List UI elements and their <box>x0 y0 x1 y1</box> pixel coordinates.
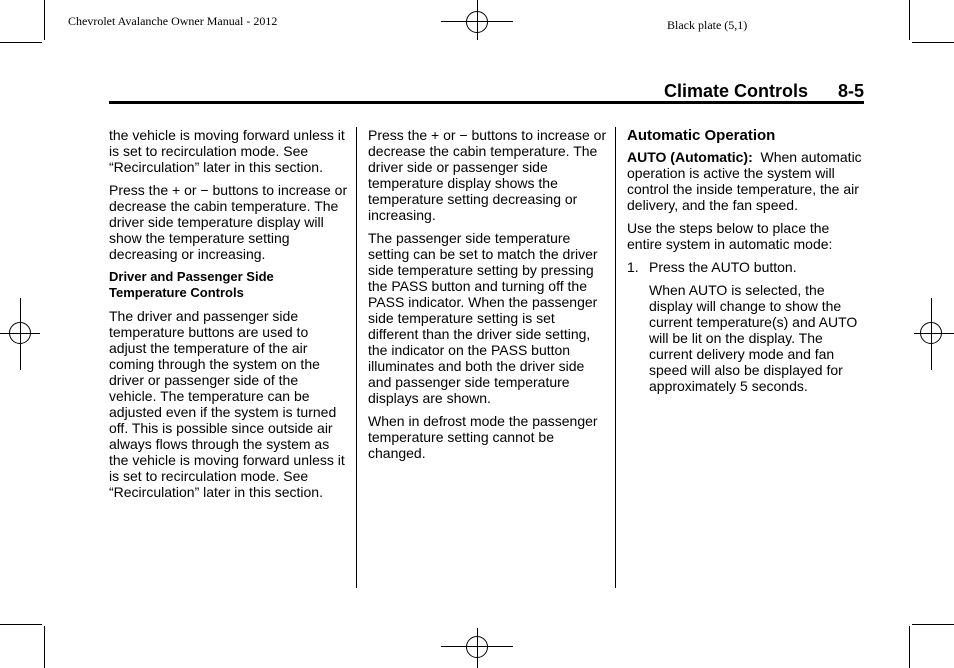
crop-mark-top-left-h <box>0 42 42 43</box>
column-divider-1 <box>356 127 357 588</box>
auto-description: When automatic operation is active the system will control the inside temperature, the air delivery, and the fan speed. <box>627 149 862 213</box>
col1-paragraph-2: Press the + or − buttons to increase or decrease the cabin temperature. The driver side temperature display will show the temperature setting decreasing or increasing. <box>109 182 348 262</box>
col1-paragraph-3: The driver and passenger side temperature buttons are used to adjust the temperature of the air coming through the system on the driver or passenger side of the vehicle. The temperature can be adjusted even if the system is turned off. This is possible since outside air always flows through the system as the vehicle is moving forward unless it is set to recirculation mode. See “Recirculation” later in this section. <box>109 308 345 500</box>
page-title <box>109 80 864 102</box>
col3-section-heading: Automatic Operation <box>627 127 776 144</box>
col1-paragraph-1: the vehicle is moving forward unless it is set to recirculation mode. See “Recirculation” later in this section. <box>109 127 345 175</box>
section-title: Climate Controls <box>663 81 808 101</box>
col1-subheading: Driver and Passenger Side Temperature Controls <box>109 269 274 300</box>
auto-label: AUTO (Automatic): <box>627 149 753 165</box>
crop-mark-bottom-left-h <box>0 624 42 625</box>
crop-mark-bottom-left-v <box>44 626 45 668</box>
col3-paragraph-2: Use the steps below to place the entire system in automatic mode: <box>627 220 833 252</box>
manual-title: Chevrolet Avalanche Owner Manual - 2012 <box>68 14 278 28</box>
crop-mark-top-left-v <box>44 0 45 40</box>
plate-label: Black plate (5,1) <box>667 18 748 32</box>
col2-paragraph-1: Press the + or − buttons to increase or decrease the cabin temperature. The driver side or passenger side temperature display shows the temperature setting decreasing or increasing. <box>368 127 607 223</box>
column-1 <box>109 127 349 507</box>
step-1-number: 1. <box>627 259 639 275</box>
step-1-detail: When AUTO is selected, the display will change to show the current temperature(s) and AUTO will be lit on the display. The current delivery mode and fan speed will also be displayed for approximately 5 seconds. <box>649 282 858 394</box>
col2-paragraph-2: The passenger side temperature setting can be set to match the driver side temperature setting by pressing the PASS button and turning off the PASS indicator. When the passenger side temperature setting is set different than the driver side setting, the indicator on the PASS button illuminates and both the driver side and passenger side temperature displays are shown. <box>368 230 598 406</box>
col3-auto-paragraph <box>627 149 864 213</box>
column-3 <box>627 127 864 401</box>
col2-paragraph-3: When in defrost mode the passenger temperature setting cannot be changed. <box>368 413 598 461</box>
crop-mark-top-right-h <box>912 42 954 43</box>
column-divider-2 <box>615 127 616 588</box>
crop-mark-top-right-v <box>909 0 910 40</box>
crop-mark-bottom-right-v <box>909 626 910 668</box>
column-2 <box>368 127 608 468</box>
step-1 <box>627 259 864 275</box>
step-1-text: Press the AUTO button. <box>649 259 797 275</box>
page-number: 8-5 <box>837 81 864 101</box>
crop-mark-bottom-right-h <box>912 624 954 625</box>
title-rule <box>109 101 864 104</box>
